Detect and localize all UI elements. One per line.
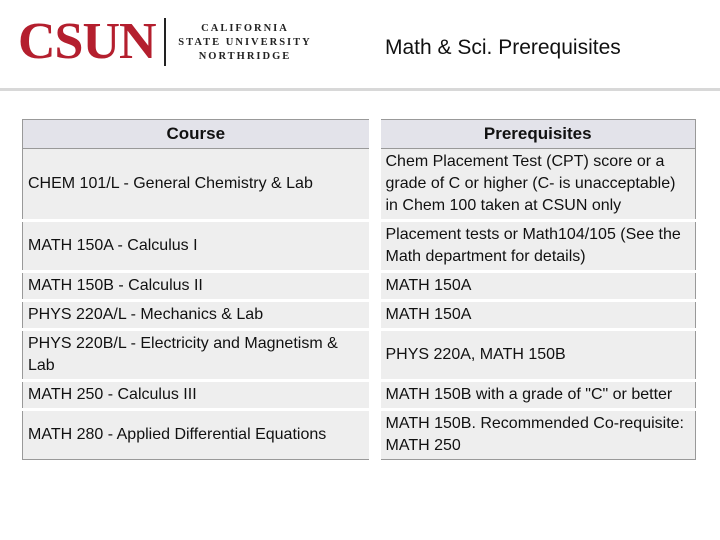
- course-cell: MATH 150B - Calculus II: [23, 272, 375, 301]
- prerequisites-table: [22, 119, 696, 460]
- course-cell: PHYS 220A/L - Mechanics & Lab: [23, 301, 375, 330]
- prerequisites-cell: PHYS 220A, MATH 150B: [375, 330, 696, 381]
- logo-line-1: CALIFORNIA: [201, 23, 289, 34]
- course-cell: CHEM 101/L - General Chemistry & Lab: [23, 149, 375, 221]
- course-cell: PHYS 220B/L - Electricity and Magnetism & Lab: [23, 330, 375, 381]
- prerequisites-cell: MATH 150B with a grade of "C" or better: [375, 381, 696, 410]
- table-row: [23, 272, 696, 301]
- prerequisites-cell: Chem Placement Test (CPT) score or a grade of C or higher (C- is unacceptable) in Chem 100 taken at CSUN only: [375, 149, 696, 221]
- university-name-logo: [178, 22, 312, 64]
- logo-line-2: STATE UNIVERSITY: [178, 37, 312, 48]
- course-cell: MATH 150A - Calculus I: [23, 221, 375, 272]
- table-row: [23, 330, 696, 381]
- logo-divider: [164, 18, 166, 66]
- prerequisites-cell: MATH 150B. Recommended Co-requisite: MATH 250: [375, 410, 696, 460]
- table-row: [23, 410, 696, 460]
- course-cell: MATH 250 - Calculus III: [23, 381, 375, 410]
- page-title: Math & Sci. Prerequisites: [385, 36, 621, 59]
- course-cell: MATH 280 - Applied Differential Equations: [23, 410, 375, 460]
- table-row: [23, 221, 696, 272]
- header-divider: [0, 88, 720, 91]
- prerequisites-cell: Placement tests or Math104/105 (See the Math department for details): [375, 221, 696, 272]
- table-row: [23, 301, 696, 330]
- column-header-prerequisites: Prerequisites: [375, 120, 696, 149]
- column-header-course: Course: [23, 120, 375, 149]
- table-header-row: [23, 120, 696, 149]
- prerequisites-cell: MATH 150A: [375, 272, 696, 301]
- slide-header: [0, 0, 720, 105]
- table-row: [23, 381, 696, 410]
- table-row: [23, 149, 696, 221]
- prerequisites-cell: MATH 150A: [375, 301, 696, 330]
- logo-line-3: NORTHRIDGE: [198, 51, 292, 62]
- csun-logo: CSUN: [18, 13, 156, 70]
